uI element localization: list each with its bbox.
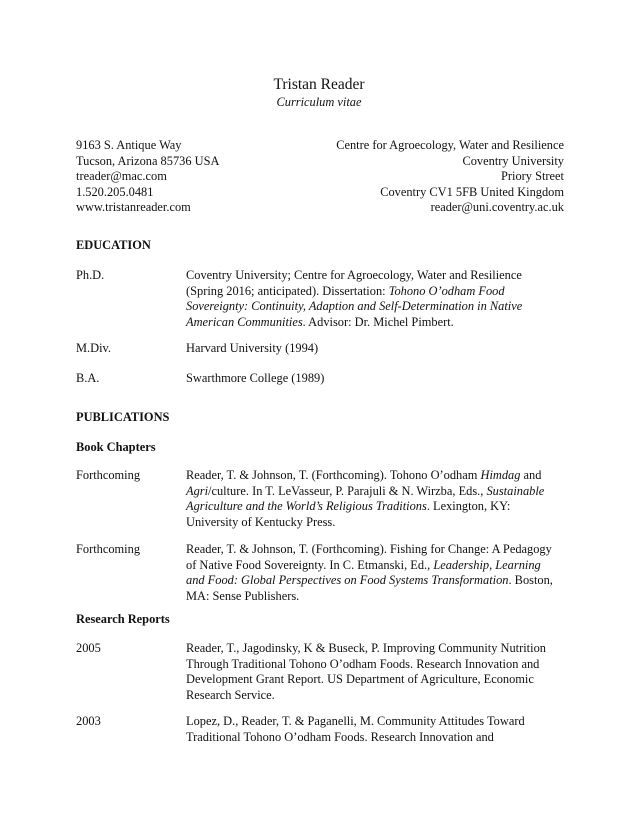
entry-text: /culture. In T. LeVasseur, P. Parajuli & N. Wirzba, Eds., — [208, 483, 487, 498]
entry-line: Research Service. — [186, 687, 275, 702]
chapter-label: Forthcoming — [76, 468, 141, 482]
degree-label-phd: Ph.D. — [76, 268, 105, 282]
book-title: and Food: Global Perspectives on Food Systems Transformation — [186, 573, 509, 587]
entry-line: Coventry University; Centre for Agroecology, Water and Resilience — [186, 268, 522, 282]
book-title: Sustainable — [486, 483, 545, 498]
entry-line: Lopez, D., Reader, T. & Paganelli, M. Community Attitudes Toward — [186, 714, 525, 728]
chapter-entry — [186, 542, 566, 604]
italic-term: Agri — [186, 483, 209, 498]
degree-entry-ba — [186, 371, 566, 387]
entry-line — [186, 499, 566, 515]
degree-entry-mdiv — [186, 341, 566, 357]
report-entry — [186, 714, 566, 745]
entry-line: Reader, T. & Johnson, T. (Forthcoming). Fishing for Change: A Pedagogy — [186, 542, 552, 556]
entry-line: Traditional Tohono O’odham Foods. Research Innovation and — [186, 729, 494, 744]
publications-heading: PUBLICATIONS — [76, 410, 170, 424]
dissertation-title: Tohono O’odham Food — [388, 283, 505, 298]
cv-subtitle: Curriculum vitae — [276, 95, 362, 109]
degree-label-ba: B.A. — [76, 371, 100, 385]
book-title: Agriculture and the World’s Religious Traditions — [186, 499, 427, 513]
city-state: Tucson, Arizona 85736 USA — [76, 153, 220, 168]
chapter-entry — [186, 468, 566, 530]
chapter-label: Forthcoming — [76, 542, 141, 556]
entry-text: . Lexington, KY: — [426, 499, 511, 513]
institution-city: Coventry CV1 5FB United Kingdom — [380, 184, 564, 199]
book-title: Leadership, Learning — [433, 557, 541, 572]
entry-line: Harvard University (1994) — [186, 341, 319, 355]
entry-line: MA: Sense Publishers. — [186, 588, 300, 603]
book-chapters-heading: Book Chapters — [76, 440, 156, 454]
entry-line: Through Traditional Tohono O’odham Foods. Research Innovation and — [186, 656, 540, 671]
contact-left — [76, 138, 219, 216]
contact-right — [336, 138, 564, 216]
entry-line: University of Kentucky Press. — [186, 514, 336, 529]
italic-term: Himdag — [480, 468, 521, 482]
phone: 1.520.205.0481 — [76, 184, 154, 199]
degree-label-mdiv: M.Div. — [76, 341, 111, 355]
entry-line — [186, 484, 566, 500]
education-heading: EDUCATION — [76, 238, 151, 252]
entry-line — [186, 468, 566, 484]
report-entry — [186, 641, 566, 703]
institution-email: reader@uni.coventry.ac.uk — [430, 200, 564, 214]
entry-text: . Advisor: Dr. Michel Pimbert. — [302, 314, 454, 329]
dissertation-title: Sovereignty: Continuity, Adaption and Self-Determination in Native — [186, 299, 523, 313]
entry-text: and — [520, 468, 542, 482]
entry-line — [186, 315, 566, 331]
entry-text: of Native Food Sovereignty. In C. Etmanski, Ed., — [186, 557, 434, 572]
dissertation-title: American Communities — [186, 314, 303, 329]
institution-street: Priory Street — [501, 169, 564, 183]
entry-text: Reader, T. & Johnson, T. (Forthcoming). Tohono O’odham — [186, 468, 481, 482]
entry-line: Swarthmore College (1989) — [186, 371, 325, 385]
street-address: 9163 S. Antique Way — [76, 138, 182, 152]
entry-line: Development Grant Report. US Department of Agriculture, Economic — [186, 672, 534, 686]
entry-line — [186, 299, 566, 315]
institution-name: Coventry University — [462, 153, 564, 168]
email: treader@mac.com — [76, 169, 167, 183]
entry-text: . Boston, — [508, 573, 553, 587]
entry-line — [186, 573, 566, 589]
entry-line — [186, 284, 566, 300]
entry-line — [186, 558, 566, 574]
entry-text: (Spring 2016; anticipated). Dissertation: — [186, 283, 389, 298]
cv-name: Tristan Reader — [273, 76, 365, 93]
institution-centre: Centre for Agroecology, Water and Resilience — [336, 138, 564, 152]
report-label: 2005 — [76, 641, 101, 655]
research-reports-heading: Research Reports — [76, 612, 170, 626]
website: www.tristanreader.com — [76, 200, 191, 214]
report-label: 2003 — [76, 714, 101, 728]
entry-line: Reader, T., Jagodinsky, K & Buseck, P. Improving Community Nutrition — [186, 641, 546, 655]
degree-entry-phd — [186, 268, 566, 330]
